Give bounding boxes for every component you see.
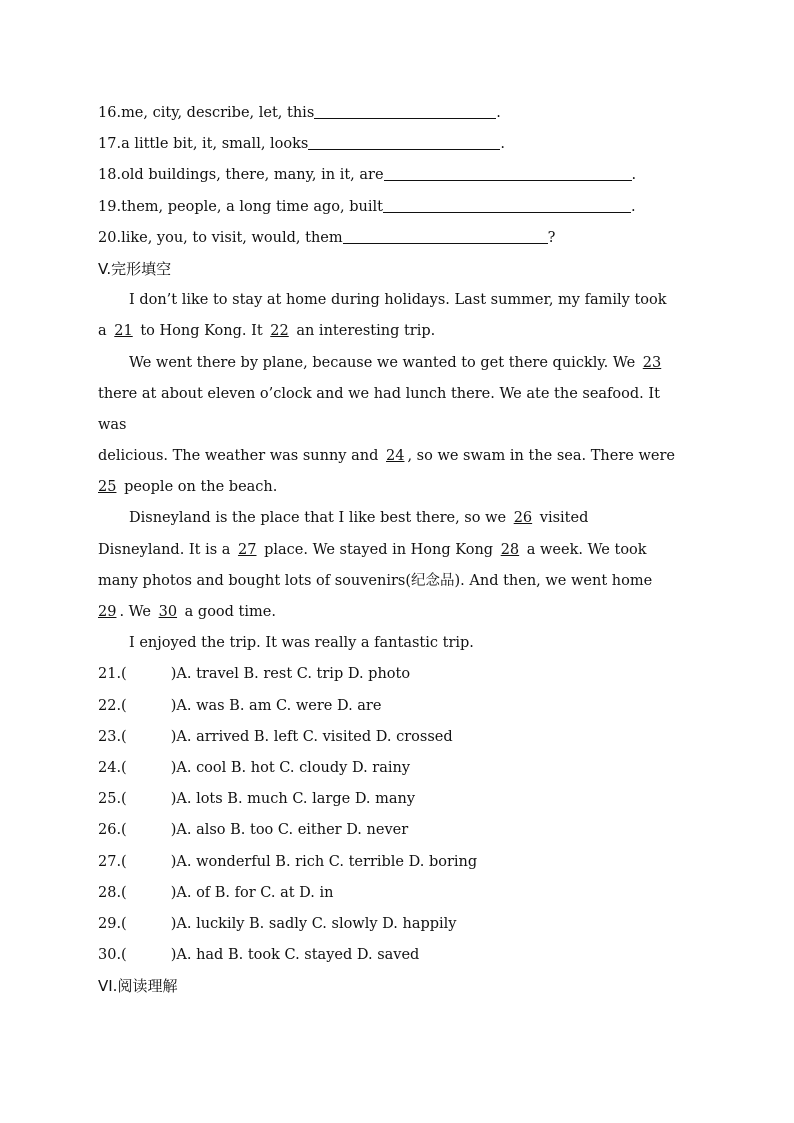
question-19: 19.them, people, a long time ago, built . — [98, 192, 698, 223]
blank-22[interactable]: 22 — [270, 323, 289, 340]
passage-line: delicious. The weather was sunny and 24 , so we swam in the sea. There were — [98, 441, 698, 472]
blank-25[interactable]: 25 — [98, 479, 117, 496]
blank-30[interactable]: 30 — [158, 604, 178, 620]
blank-26[interactable]: 26 — [513, 510, 533, 527]
passage-line: I enjoyed the trip. It was really a fantastic trip. — [129, 635, 474, 652]
choice-question-28: 28.( )A. of B. for C. at D. in — [98, 884, 334, 901]
passage-line: 25 people on the beach. — [98, 472, 698, 503]
choice-question-22: 22.( )A. was B. am C. were D. are — [98, 697, 382, 714]
answer-blank[interactable] — [383, 196, 631, 213]
question-18: 18.old buildings, there, many, in it, are . — [98, 160, 698, 191]
choice-question-21: 21.( )A. travel B. rest C. trip D. photo — [98, 666, 411, 683]
blank-27[interactable]: 27 — [238, 541, 257, 558]
passage-line: We went there by plane, because we wanted to get there quickly. We 23 — [98, 348, 698, 379]
blank-24[interactable]: 24 — [386, 448, 405, 465]
passage-line: a 21 to Hong Kong. It 22 an interesting trip. — [98, 316, 698, 347]
passage-line: Disneyland is the place that I like best there, so we 26 visited — [98, 503, 698, 534]
passage-line: was — [98, 416, 127, 433]
answer-blank[interactable] — [314, 102, 496, 119]
choice-question-25: 25.( )A. lots B. much C. large D. many — [98, 791, 416, 808]
passage-line: many photos and bought lots of souvenirs(纪念品). And then, we went home — [98, 572, 653, 589]
choice-question-29: 29.( )A. luckily B. sadly C. slowly D. happily — [98, 915, 457, 932]
answer-blank[interactable] — [308, 133, 500, 150]
blank-21[interactable]: 21 — [114, 323, 133, 340]
choice-question-23: 23.( )A. arrived B. left C. visited D. crossed — [98, 728, 453, 745]
worksheet-page — [98, 98, 698, 1002]
answer-blank[interactable] — [343, 227, 548, 244]
choice-question-30: 30.( )A. had B. took C. stayed D. saved — [98, 947, 420, 964]
question-20: 20.like, you, to visit, would, them ? — [98, 223, 698, 254]
question-16: 16.me, city, describe, let, this . — [98, 98, 698, 129]
choice-question-27: 27.( )A. wonderful B. rich C. terrible D. boring — [98, 853, 478, 870]
passage-line: I don’t like to stay at home during holidays. Last summer, my family took — [129, 292, 667, 309]
choice-question-24: 24.( )A. cool B. hot C. cloudy D. rainy — [98, 759, 411, 776]
answer-blank[interactable] — [384, 164, 632, 181]
question-17: 17.a little bit, it, small, looks . — [98, 129, 698, 160]
blank-23[interactable]: 23 — [642, 354, 662, 371]
section-v-title: V.完形填空 — [98, 259, 172, 278]
passage-line: there at about eleven o’clock and we had lunch there. We ate the seafood. It — [98, 385, 660, 402]
choice-question-26: 26.( )A. also B. too C. either D. never — [98, 822, 409, 839]
passage-line: Disneyland. It is a 27 place. We stayed in Hong Kong 28 a week. We took — [98, 535, 698, 566]
blank-29[interactable]: 29 — [98, 604, 117, 620]
passage-line: 29 . We 30 a good time. — [98, 597, 698, 628]
section-vi-title: VI.阅读理解 — [98, 977, 178, 996]
blank-28[interactable]: 28 — [500, 541, 520, 558]
